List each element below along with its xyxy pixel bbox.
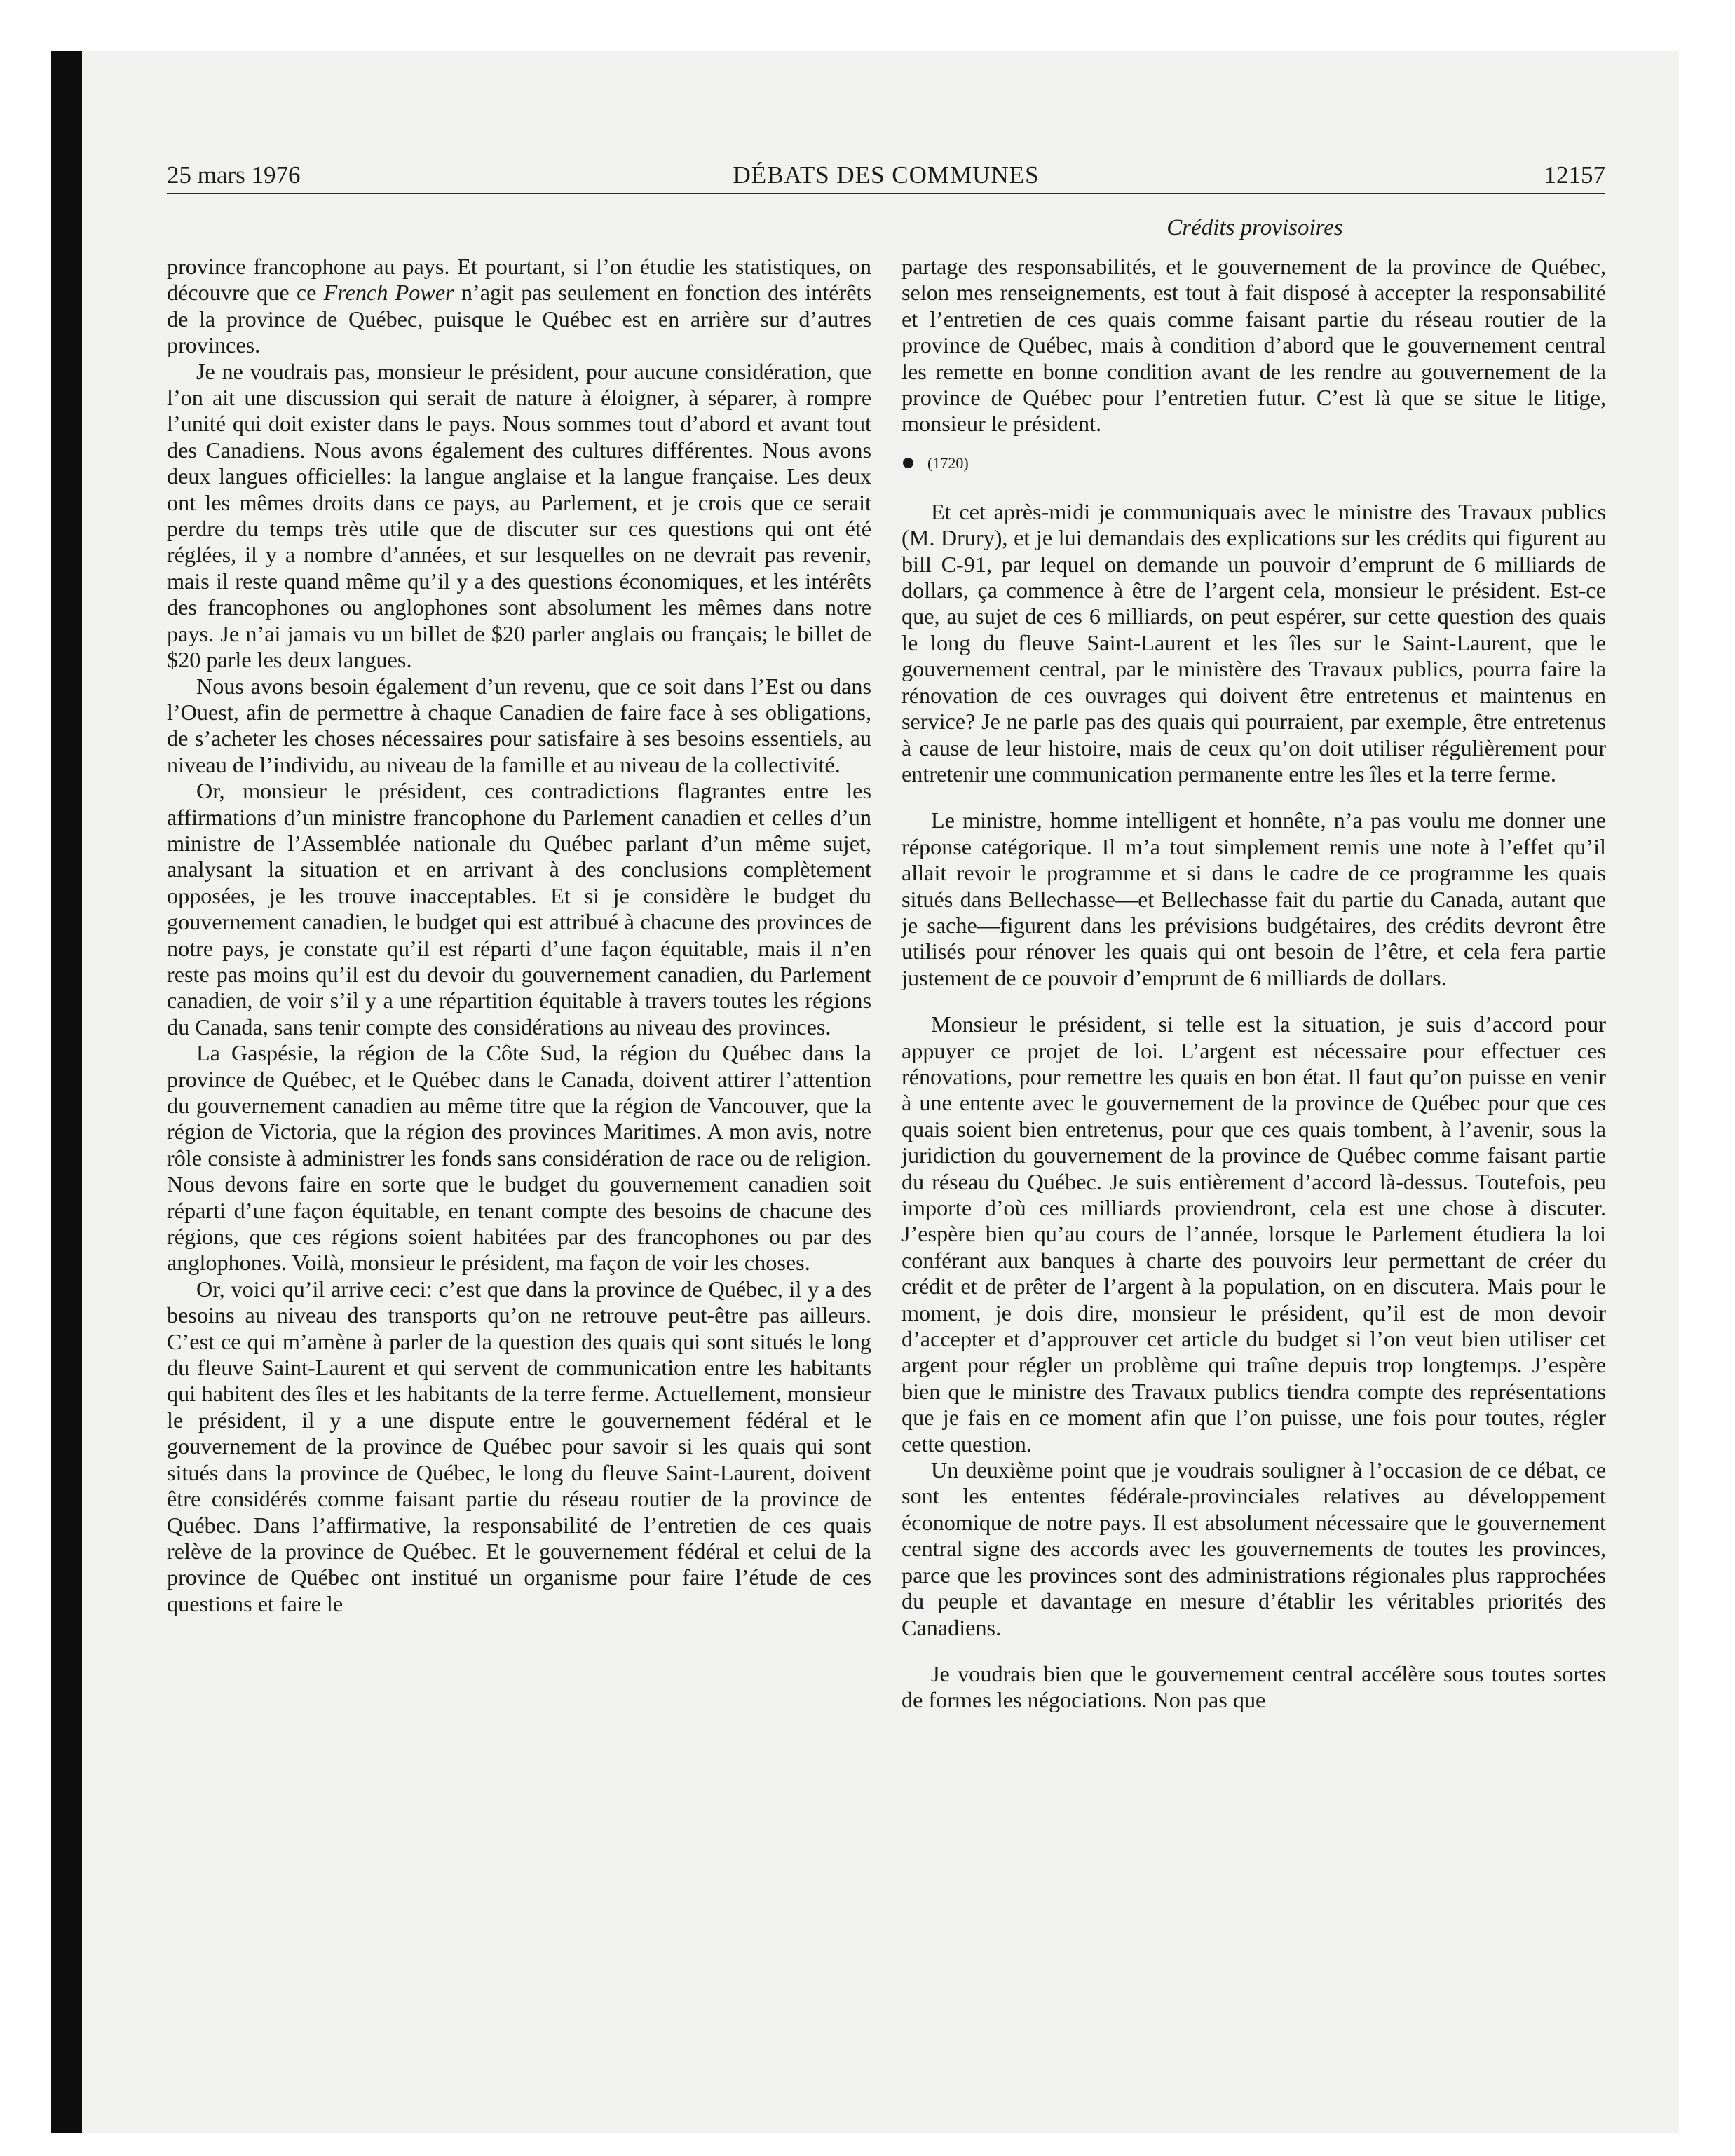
emphasis-french-power: French Power [323,280,454,306]
paragraph: Monsieur le président, si telle est la situation, je suis d’accord pour appuyer ce projet de loi. L’argent est nécessaire pour effectuer ces rénovations, pour remettre les quais en bon état. Il faut qu’on puisse en venir à une entente avec le gouvernement de la province de Québec pour que ces quais soient bien entretenus, pour que ces quais tombent, à l’avenir, sous la juridiction du gouvernement de la province de Québec comme faisant partie du réseau du Québec. Je suis entièrement d’accord là-dessus. Toutefois, peu importe d’où ces milliards proviendront, cela est une chose à discuter. J’espère bien qu’au cours de l’année, lorsque le Parlement étudiera la loi conférant aux banques à charte des pouvoirs leur permettant de créer du crédit et de prêter de l’argent à la population, on en discutera. Mais pour le moment, je dois dire, monsieur le président, qu’il est de mon devoir d’accepter et d’approuver cet article du budget si l’on veut bien utiliser cet argent pour régler un problème qui traîne depuis trop longtemps. J’espère bien que le ministre des Travaux publics tiendra compte des représentations que je fais en ce moment afin que l’on puisse, une fois pour toutes, régler cette question. [901,1011,1606,1456]
time-marker [903,451,1606,475]
paragraph: Je ne voudrais pas, monsieur le président, pour aucune considération, que l’on ait une discussion qui serait de nature à éloigner, à séparer, à rompre l’unité qui doit exister dans le pays. Nous sommes tout d’abord et avant tout des Canadiens. Nous avons également des cultures différentes. Nous avons deux langues officielles: la langue anglaise et la langue française. Les deux ont les mêmes droits dans ce pays, au Parlement, et je crois que ce serait perdre du temps très utile que de discuter sur ces questions qui ont été réglées, il y a nombre d’années, et sur lesquelles on ne devrait pas revenir, mais il reste quand même qu’il y a des questions économiques, et les intérêts des francophones ou anglophones sont absolument les mêmes dans notre pays. Je n’ai jamais vu un billet de $20 parler anglais ou français; le billet de $20 parle les deux langues. [167,358,871,673]
bullet-icon [903,458,913,468]
header-title: DÉBATS DES COMMUNES [733,161,1040,189]
time-marker-text: (1720) [927,453,969,472]
paragraph: Je voudrais bien que le gouvernement central accélère sous toutes sortes de formes les négociations. Non pas que [901,1660,1606,1713]
header-rule [167,193,1605,194]
paragraph: Le ministre, homme intelligent et honnête, n’a pas voulu me donner une réponse catégorique. Il m’a tout simplement remis une note à l’effet qu’il allait revoir le programme et si dans le cadre de ce programme les quais situés dans Bellechasse—et Bellechasse fait du partie du Canada, autant que je sache—figurent dans les prévisions budgétaires, des crédits devront être utilisés pour rénover les quais qui ont besoin de l’être, et cela fera partie justement de ce pouvoir d’emprunt de 6 milliards de dollars. [901,807,1606,990]
section-title: Crédits provisoires [1166,215,1343,240]
paragraph: province francophone au pays. Et pourtant, si l’on étudie les statistiques, on découvre que ce French Power n’agit pas seulement en fonction des intérêts de la province de Québec, puisque le Québec est en arrière sur d’autres provinces. [167,254,871,358]
running-header [167,158,1605,192]
header-date: 25 mars 1976 [167,161,301,189]
paragraph: partage des responsabilités, et le gouvernement de la province de Québec, selon mes renseignements, est tout à fait disposé à accepter la responsabilité et l’entretien de ces quais comme faisant partie du réseau routier de la province de Québec, mais à condition d’abord que le gouvernement central les remette en bonne condition avant de les rendre au gouvernement de la province de Québec pour l’entretien futur. C’est là que se situe le litige, monsieur le président. [901,254,1606,437]
scan-edge-strip [51,51,82,2133]
left-column [167,254,871,1617]
paragraph: Or, voici qu’il arrive ceci: c’est que dans la province de Québec, il y a des besoins au niveau des transports qu’on ne retrouve peut-être pas ailleurs. C’est ce qui m’amène à parler de la question des quais qui sont situés le long du fleuve Saint-Laurent et qui servent de communication entre les habitants qui habitent des îles et les habitants de la terre ferme. Actuellement, monsieur le président, il y a une dispute entre le gouvernement fédéral et le gouvernement de la province de Québec pour savoir si les quais qui sont situés dans la province de Québec, le long du fleuve Saint-Laurent, doivent être considérés comme faisant partie du réseau routier de la province de Québec. Dans l’affirmative, la responsabilité de l’entretien de ces quais relève de la province de Québec. Et le gouvernement fédéral et celui de la province de Québec ont institué un organisme pour faire l’étude de ces questions et faire le [167,1276,871,1616]
paragraph: Nous avons besoin également d’un revenu, que ce soit dans l’Est ou dans l’Ouest, afin de permettre à chaque Canadien de faire face à ses obligations, de s’acheter les choses nécessaires pour satisfaire à ses besoins essentiels, au niveau de l’individu, au niveau de la famille et au niveau de la collectivité. [167,673,871,777]
paragraph: Et cet après-midi je communiquais avec le ministre des Travaux publics (M. Drury), et je lui demandais des explications sur les crédits qui figurent au bill C-91, par lequel on demande un pouvoir d’emprunt de 6 milliards de dollars, ça commence à être de l’argent cela, monsieur le président. Est-ce que, au sujet de ces 6 milliards, on peut espérer, sur cette question des quais le long du fleuve Saint-Laurent et les îles sur le Saint-Laurent, que le gouvernement central, par le ministère des Travaux publics, pourra faire la rénovation de ces ouvrages qui doivent être entretenus et maintenus en service? Je ne parle pas des quais qui pourraient, par exemple, être entretenus à cause de leur histoire, mais de ceux qu’on doit utiliser régulièrement pour entretenir une communication permanente entre les îles et la terre ferme. [901,498,1606,786]
paragraph: La Gaspésie, la région de la Côte Sud, la région du Québec dans la province de Québec, et le Québec dans le Canada, doivent attirer l’attention du gouvernement canadien au même titre que la région de Vancouver, que la région de Victoria, que la région des provinces Maritimes. A mon avis, notre rôle consiste à administrer les fonds sans considération de race ou de religion. Nous devons faire en sorte que le budget du gouvernement canadien soit réparti d’une façon équitable, en tenant compte des besoins de chacune des régions, que ces régions soient habitées par des francophones ou par des anglophones. Voilà, monsieur le président, ma façon de voir les choses. [167,1040,871,1276]
right-column [901,254,1606,1714]
paragraph: Un deuxième point que je voudrais souligner à l’occasion de ce débat, ce sont les ententes fédérale-provinciales relatives au développement économique de notre pays. Il est absolument nécessaire que le gouvernement central signe des accords avec les gouvernements de toutes les provinces, parce que les provinces sont des administrations régionales plus rapprochées du peuple et davantage en mesure d’établir les véritables priorités des Canadiens. [901,1457,1606,1640]
page-number: 12157 [1544,161,1605,189]
paragraph: Or, monsieur le président, ces contradictions flagrantes entre les affirmations d’un ministre francophone du Parlement canadien et celles d’un ministre de l’Assemblée nationale du Québec parlant d’un même sujet, analysant la situation et en arrivant à des conclusions complètement opposées, je les trouve inacceptables. Et si je considère le budget du gouvernement canadien, le budget qui est attribué à chacune des provinces de notre pays, je constate qu’il est réparti d’une façon équitable, mais il n’en reste pas moins qu’il est du devoir du gouvernement canadien, du Parlement canadien, de voir s’il y a une répartition équitable à travers toutes les régions du Canada, sans tenir compte des considérations au niveau des provinces. [167,778,871,1039]
